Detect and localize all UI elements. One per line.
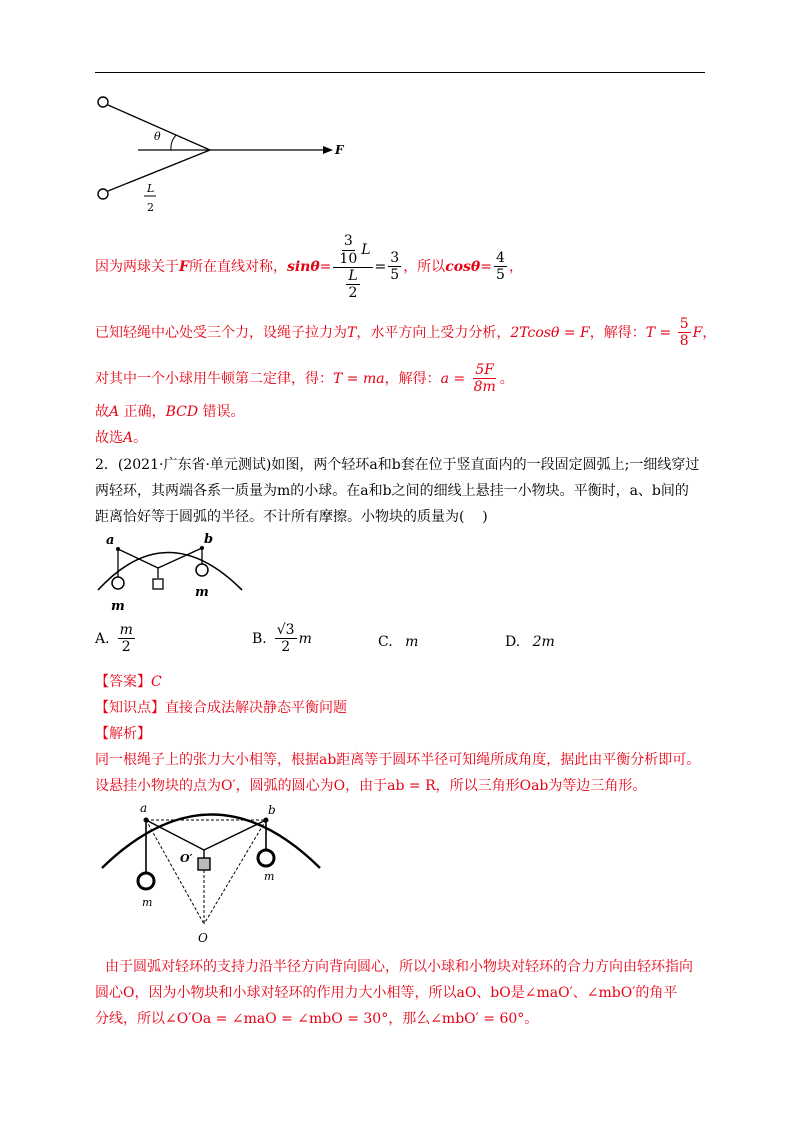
den: 2 [348,285,358,301]
explanation-line-2: 设悬挂小物块的点为O′，圆弧的圆心为O，由于ab = R，所以三角形Oab为等边三角形。 [95,778,647,794]
answer-label: 【答案】 [95,674,151,690]
ring-b-label: b [268,803,276,817]
math-BCD: BCD [165,404,199,420]
explanation-line-3: 由于圆弧对轻环的支持力沿半径方向背向圆心，所以小球和小物块对轻环的合力方向由轻环指向 [105,959,693,975]
fraction-5-8 [678,316,691,349]
math-L: L [361,241,371,258]
answer-value: C [151,674,162,690]
question-line-3: 距离恰好等于圆弧的半径。不计所有摩擦。小物块的质量为( ) [95,509,488,525]
math-F: F [179,258,189,275]
fraction-4-5 [494,250,507,283]
text: 对其中一个小球用牛顿第二定律，得： [95,370,333,387]
explanation-line-1: 同一根绳子上的张力大小相等，根据ab距离等于圆环半径可知绳所成角度，据此由平衡分析即可。 [95,752,701,768]
analysis-label: 【解析】 [95,726,151,742]
num: m [119,622,133,638]
den: 8 [679,333,689,349]
math-T: T [645,324,656,341]
equals: = [319,258,332,275]
num: 3 [343,233,353,249]
figure-rope-force [90,90,360,220]
text: 错误。 [198,404,245,420]
fraction-sin [333,232,372,301]
equals: = [448,370,470,387]
ring-a-label: a [106,533,115,548]
knowledge-label: 【知识点】 [95,700,165,716]
question-line-2: 两轻环，其两端各系一质量为m的小球。在a和b之间的细线上悬挂一小物块。平衡时，a、b间的 [95,483,689,499]
equation: 2Tcosθ = F [510,324,590,341]
text: 。 [133,430,148,446]
option-c[interactable] [378,632,418,652]
sentence-correct [95,402,245,422]
equals: = [655,324,676,341]
text: ，水平方向上受力分析， [356,324,511,341]
math-m: m [298,630,312,647]
fraction-sqrt3-2 [275,622,297,655]
sentence-tension [95,316,716,349]
equation: T = ma [333,370,385,387]
option-c-value: m [405,634,419,650]
fraction-3-10 [337,232,359,267]
ring-a-label: a [140,801,148,815]
figure-arc-geometry [92,796,332,948]
option-d-value: 2m [532,634,555,650]
num: 5F [475,362,494,378]
fraction-m-2 [118,622,135,655]
half-length-num: L [147,182,155,195]
num: √3 [276,622,295,638]
text: ， [508,258,523,275]
text: ，解得： [384,370,441,387]
math-A: A [123,430,134,446]
explanation-line-5: 分线，所以∠O′Oa = ∠maO = ∠mbO = 30°，那么∠mbO′ = 60°。 [95,1011,539,1027]
equals: = [480,258,493,275]
num: 3 [390,250,400,266]
theta-label: θ [154,130,161,143]
den: 10 [339,251,358,267]
option-a-label: A. [95,630,110,647]
header-rule [95,72,705,73]
mass-left-label: m [111,599,125,614]
math-sin: sinθ [286,258,320,275]
math-cos: cosθ [445,258,481,275]
text: ，解得： [589,324,646,341]
sentence-symmetry [95,232,523,301]
den: 2 [121,639,131,655]
text: 所在直线对称， [188,258,287,275]
math-L: L [348,268,358,284]
math-a: a [440,370,449,387]
text: ， [702,324,717,341]
figure-arc-rings [92,530,252,615]
text: 故选 [95,430,123,446]
force-label: F [335,143,344,157]
point-o-prime-label: O′ [180,852,193,865]
center-o-label: O [198,931,208,945]
text: 因为两球关于 [95,258,179,275]
option-d[interactable] [505,632,555,652]
knowledge-value: 直接合成法解决静态平衡问题 [165,700,347,716]
option-d-label: D. [505,634,521,650]
den: 2 [281,639,291,655]
mass-left-label: m [142,896,153,909]
math-T: T [347,324,357,341]
text: 正确， [119,404,166,420]
half-length-den: 2 [147,201,154,214]
den: 5 [390,267,400,283]
ring-b-label: b [204,532,214,547]
fraction-3-5 [388,250,401,283]
math-F: F [692,324,703,341]
text: 。 [499,370,514,387]
num: 4 [496,250,505,266]
mass-right-label: m [264,870,275,883]
explanation-line-4: 圆心O，因为小物块和小球对轻环的作用力大小相等，所以aO、bO是∠maO′、∠mbO′的角平 [95,985,678,1001]
den: 8m [473,379,496,395]
num: 5 [679,316,689,332]
answer-line [95,672,162,692]
option-c-label: C. [378,634,393,650]
sentence-choose [95,428,147,448]
text: 故 [95,404,109,420]
den: 5 [496,267,505,283]
option-a[interactable] [95,622,137,655]
text: ，所以 [403,258,446,275]
mass-right-label: m [195,585,209,600]
math-A: A [109,404,120,420]
option-b-label: B. [252,630,267,647]
fraction-5F-8m [472,362,498,395]
knowledge-line [95,698,347,718]
sentence-newton [95,362,514,395]
question-line-1: 2．(2021·广东省·单元测试)如图，两个轻环a和b套在位于竖直面内的一段固定圆弧上;一细线穿过 [95,457,700,473]
text: 已知轻绳中心处受三个力，设绳子拉力为 [95,324,347,341]
option-b[interactable] [252,622,312,655]
equals: = [374,258,387,275]
